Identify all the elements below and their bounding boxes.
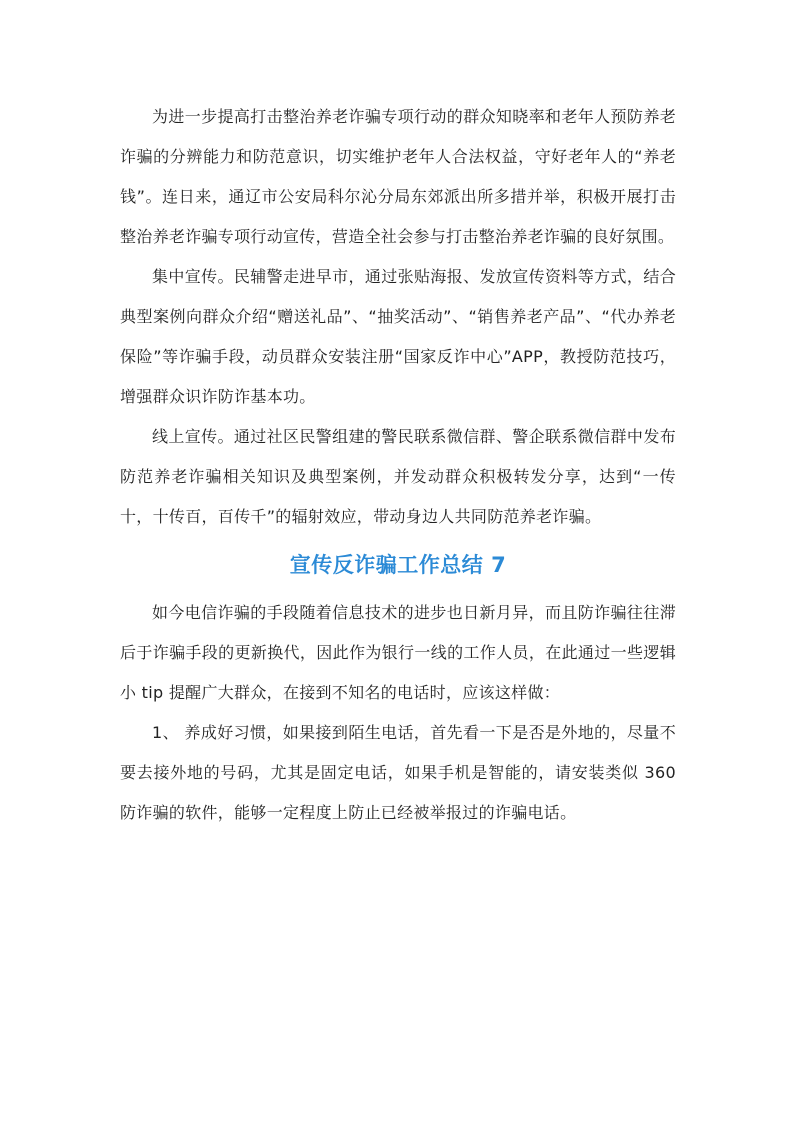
paragraph-intro: 为进一步提高打击整治养老诈骗专项行动的群众知晓率和老年人预防养老诈骗的分辨能力和防范意识，切实维护老年人合法权益，守好老年人的“养老钱”。连日来，通辽市公安局科尔沁分局东郊派出所多措并举，积极开展打击整治养老诈骗专项行动宣传，营造全社会参与打击整治养老诈骗的良好氛围。 xyxy=(120,107,676,246)
paragraph-bank-tips-intro: 如今电信诈骗的手段随着信息技术的进步也日新月异，而且防诈骗往往滞后于诈骗手段的更新换代，因此作为银行一线的工作人员，在此通过一些逻辑小 tip 提醒广大群众，在接到不知名的电话时，应该这样做： xyxy=(120,603,676,702)
paragraph-tip-1: 1、 养成好习惯，如果接到陌生电话，首先看一下是否是外地的，尽量不要去接外地的号码，尤其是固定电话，如果手机是智能的，请安装类似 360 防诈骗的软件，能够一定程度上防止已经被举报过的诈骗电话。 xyxy=(120,723,676,822)
paragraph-online-publicity: 线上宣传。通过社区民警组建的警民联系微信群、警企联系微信群中发布防范养老诈骗相关知识及典型案例，并发动群众积极转发分享，达到“一传十，十传百，百传千”的辐射效应，带动身边人共同防范养老诈骗。 xyxy=(120,427,676,526)
paragraph-offline-publicity: 集中宣传。民辅警走进早市，通过张贴海报、发放宣传资料等方式，结合典型案例向群众介绍“赠送礼品”、“抽奖活动”、“销售养老产品”、“代办养老保险”等诈骗手段，动员群众安装注册“国家反诈中心”APP，教授防范技巧，增强群众识诈防诈基本功。 xyxy=(120,267,676,406)
section-heading: 宣传反诈骗工作总结 7 xyxy=(289,553,507,577)
document-body xyxy=(120,97,676,833)
